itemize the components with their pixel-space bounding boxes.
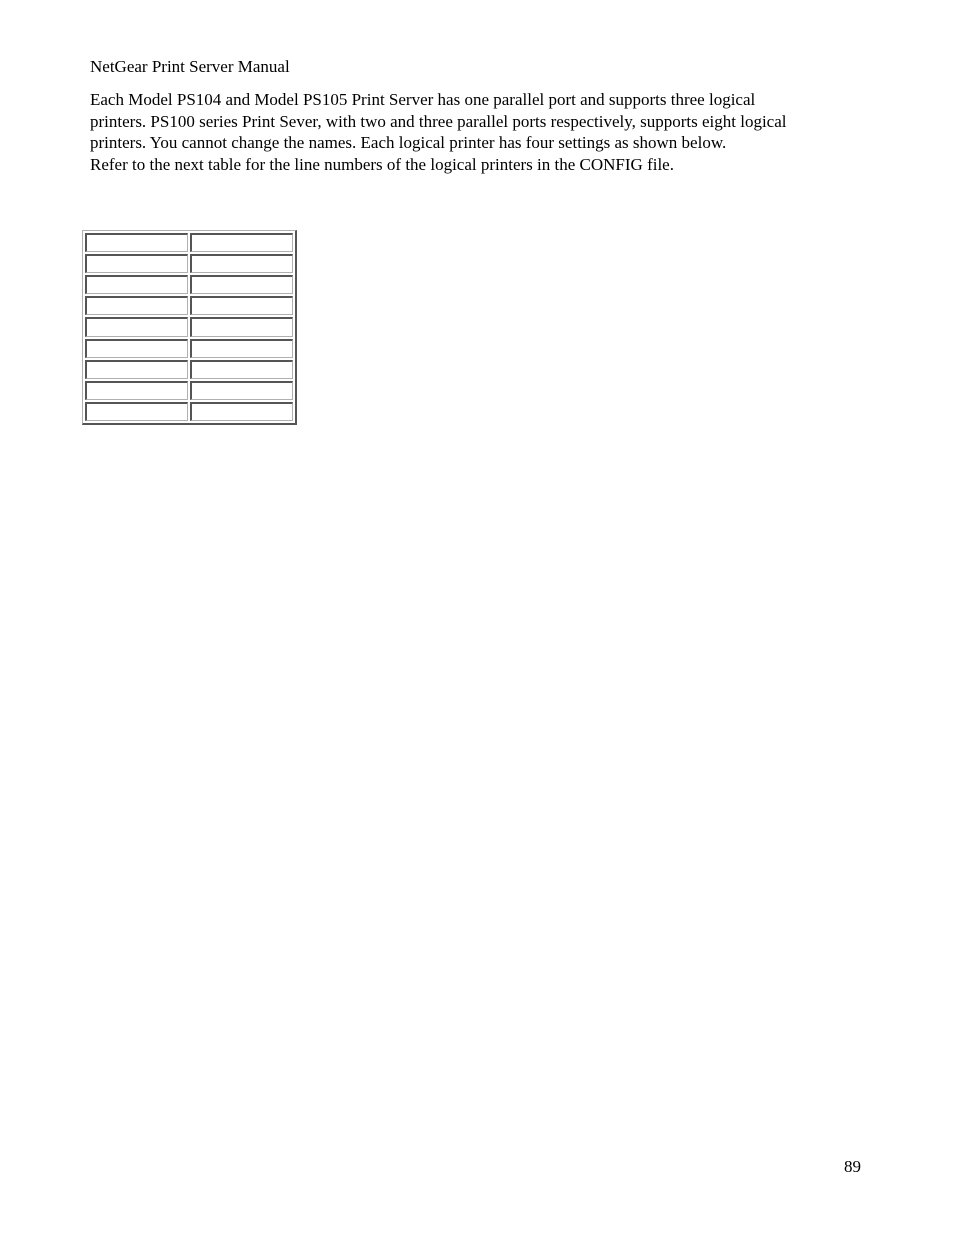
table-cell xyxy=(85,233,188,252)
intro-line: Each Model PS104 and Model PS105 Print Server has one parallel port and supports three logical xyxy=(90,90,756,109)
table-cell xyxy=(190,360,293,379)
table-cell xyxy=(85,339,188,358)
intro-line: printers. PS100 series Print Sever, with two and three parallel ports respectively, supports eight logical xyxy=(90,111,787,131)
page-header: NetGear Print Server Manual xyxy=(90,57,290,76)
page-number: 89 xyxy=(844,1157,861,1176)
table-cell xyxy=(85,360,188,379)
table-cell xyxy=(85,381,188,400)
intro-line: Refer to the next table for the line numbers of the logical printers in the CONFIG file. xyxy=(90,154,674,174)
table-cell xyxy=(85,402,188,421)
table-cell xyxy=(85,296,188,315)
table-cell xyxy=(190,402,293,421)
table-cell xyxy=(190,317,293,336)
table-cell xyxy=(85,254,188,273)
table-cell xyxy=(85,275,188,294)
logical-printer-table xyxy=(82,230,297,425)
table-cell xyxy=(190,339,293,358)
table-cell xyxy=(85,317,188,336)
table-cell xyxy=(190,296,293,315)
table-cell xyxy=(190,233,293,252)
table-cell xyxy=(190,254,293,273)
intro-line: printers. You cannot change the names. Each logical printer has four settings as shown below. xyxy=(90,133,727,152)
table-cell xyxy=(190,275,293,294)
table-grid xyxy=(85,233,293,421)
intro-paragraph xyxy=(90,89,880,175)
table-cell xyxy=(190,381,293,400)
